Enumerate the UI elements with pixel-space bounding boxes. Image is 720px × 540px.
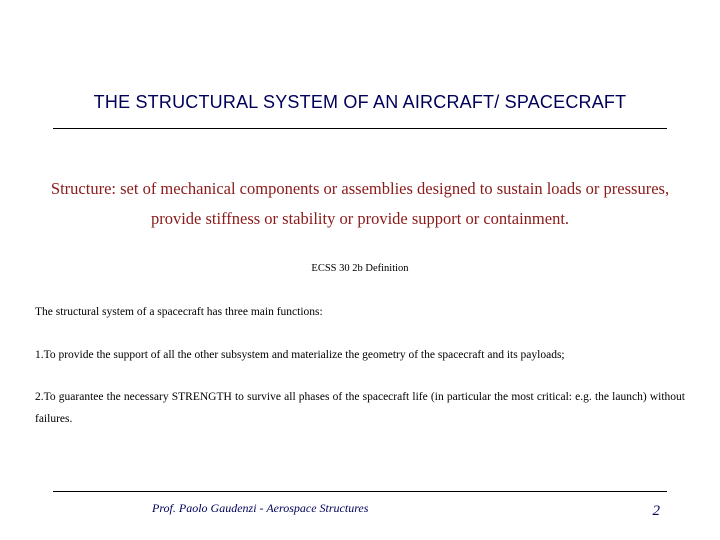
structure-definition: Structure: set of mechanical components or assemblies designed to sustain loads or pressures, provide stiffness or stability or provide support or containment. [50, 179, 670, 228]
slide-title: THE STRUCTURAL SYSTEM OF AN AIRCRAFT/ SPACECRAFT [93, 92, 627, 112]
functions-intro: The structural system of a spacecraft has three main functions: [35, 306, 323, 318]
title-divider [53, 128, 667, 129]
page-number: 2 [652, 503, 660, 519]
function-item-1: 1.To provide the support of all the other subsystem and materialize the geometry of the spacecraft and its payloads; [35, 349, 565, 361]
definition-source: ECSS 30 2b Definition [311, 263, 409, 274]
footer-divider [53, 491, 667, 492]
footer-credit: Prof. Paolo Gaudenzi - Aerospace Structures [152, 501, 369, 515]
function-item-2: 2.To guarantee the necessary STRENGTH to survive all phases of the spacecraft life (in particular the most critical: e.g. the launch) without failures. [35, 391, 685, 425]
